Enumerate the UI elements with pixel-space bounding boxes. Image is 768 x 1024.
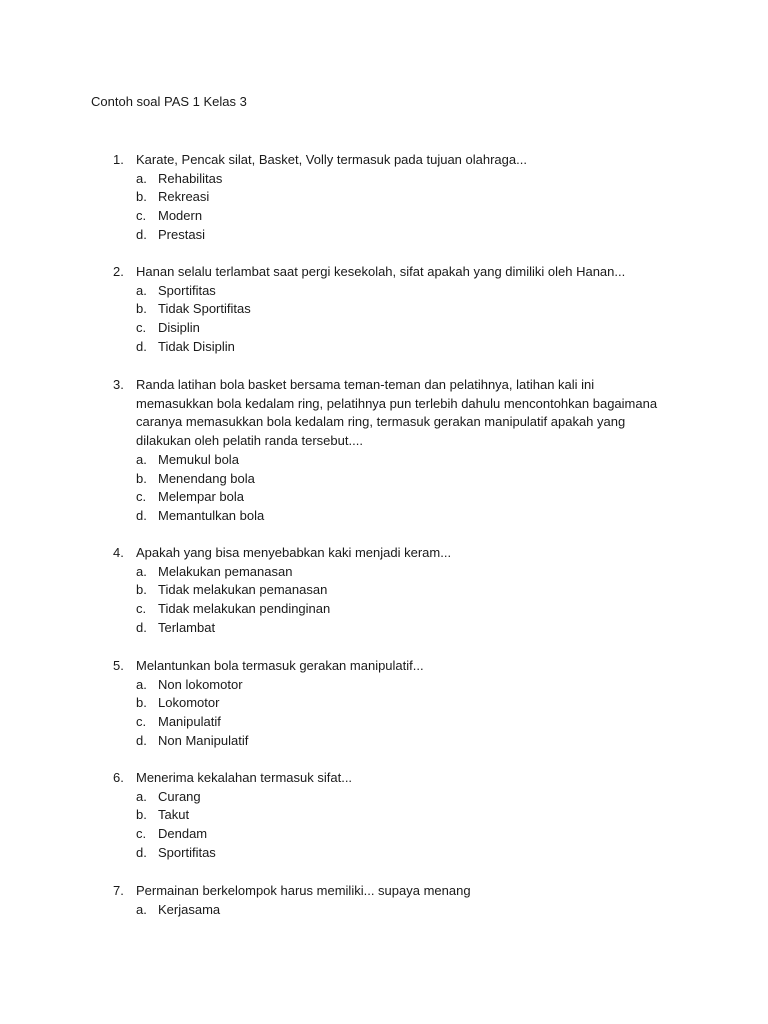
option-text: Memantulkan bola [158,507,265,523]
option-text: Dendam [158,826,208,842]
option-text: Rehabilitas [158,170,223,186]
option-text: Tidak Sportifitas [158,301,251,317]
option-text: Menendang bola [158,470,255,486]
option-text: Disiplin [158,320,200,336]
option-text: Non lokomotor [158,676,243,692]
option-letter: d. [136,732,147,748]
document-title: Contoh soal PAS 1 Kelas 3 [91,94,247,109]
option-letter: c. [136,320,147,336]
option-letter: c. [136,714,147,730]
option-letter: d. [136,226,147,242]
question-text: Melantunkan bola termasuk gerakan manipulatif... [136,658,424,673]
option-letter: c. [136,826,147,842]
option-text: Sportifitas [158,844,216,860]
option-letter: a. [136,282,147,298]
question-text: Apakah yang bisa menyebabkan kaki menjadi keram... [136,545,452,560]
option-text: Manipulatif [158,714,221,730]
question-number: 7. [113,883,124,898]
option-text: Modern [158,208,203,224]
option-letter: a. [136,563,147,579]
question-number: 3. [113,377,124,392]
option-text: Tidak melakukan pendinginan [158,601,331,617]
question-text: Karate, Pencak silat, Basket, Volly termasuk pada tujuan olahraga... [136,152,527,167]
option-letter: d. [136,338,147,354]
option-text: Rekreasi [158,189,210,205]
option-text: Tidak Disiplin [158,338,235,354]
option-letter: b. [136,301,147,317]
option-text: Terlambat [158,619,216,635]
option-letter: a. [136,901,147,917]
option-letter: a. [136,451,147,467]
option-letter: a. [136,676,147,692]
question-number: 5. [113,658,124,673]
question-text: Menerima kekalahan termasuk sifat... [136,770,353,785]
option-letter: b. [136,582,147,598]
option-text: Melempar bola [158,489,244,505]
option-letter: c. [136,208,147,224]
option-letter: c. [136,489,147,505]
option-letter: b. [136,695,147,711]
option-text: Prestasi [158,226,205,242]
question-text: Randa latihan bola basket bersama teman-teman dan pelatihnya, latihan kali ini memasukkan bola kedalam ring, pelatihnya pun terlebih dahulu mencontohkan bagaimana caranya memasukkan bola kedalam ring, termasuk gerakan manipulatif apakah yang dilakukan oleh pelatih randa tersebut.... [136,377,658,449]
option-letter: c. [136,601,147,617]
question-text: Hanan selalu terlambat saat pergi kesekolah, sifat apakah yang dimiliki oleh Hanan... [136,264,626,279]
option-letter: a. [136,170,147,186]
question-number: 6. [113,770,124,785]
option-text: Takut [158,807,190,823]
option-text: Non Manipulatif [158,732,249,748]
question-number: 1. [113,152,124,167]
question-text: Permainan berkelompok harus memiliki... supaya menang [136,883,471,898]
option-letter: b. [136,470,147,486]
option-text: Tidak melakukan pemanasan [158,582,328,598]
option-letter: d. [136,507,147,523]
option-text: Memukul bola [158,451,239,467]
option-letter: b. [136,807,147,823]
question-number: 2. [113,264,124,279]
option-letter: d. [136,619,147,635]
option-text: Sportifitas [158,282,216,298]
option-letter: d. [136,844,147,860]
option-text: Melakukan pemanasan [158,563,293,579]
option-text: Lokomotor [158,695,220,711]
option-letter: a. [136,788,147,804]
option-letter: b. [136,189,147,205]
option-text: Curang [158,788,201,804]
option-text: Kerjasama [158,901,221,917]
question-number: 4. [113,545,124,560]
